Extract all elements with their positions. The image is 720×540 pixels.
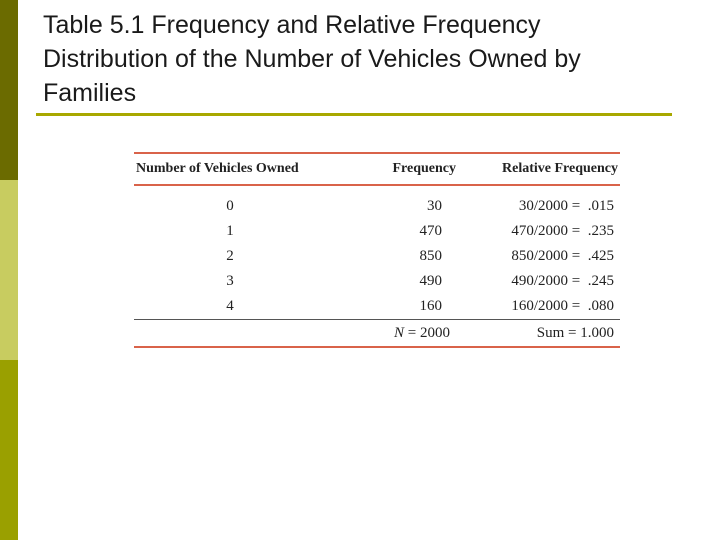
cell-frequency: 160 — [419, 298, 442, 314]
total-n-value: = 2000 — [404, 324, 450, 341]
title-line-1: Table 5.1 Frequency and Relative Frequency — [43, 11, 541, 39]
title-line-2: Distribution of the Number of Vehicles Owned by — [43, 45, 581, 73]
table-row — [134, 185, 620, 219]
cell-relative-frequency: 850/2000 = .425 — [511, 248, 614, 264]
cell-vehicles: 2 — [226, 248, 234, 264]
cell-frequency: 490 — [419, 273, 442, 289]
accent-bar-middle — [0, 180, 18, 360]
cell-relative-frequency: 490/2000 = .245 — [511, 273, 614, 289]
cell-frequency: 470 — [419, 223, 442, 239]
column-header-vehicles: Number of Vehicles Owned — [134, 153, 326, 185]
cell-relative-frequency: 160/2000 = .080 — [511, 298, 614, 314]
left-accent-bar — [0, 0, 18, 540]
table-row — [134, 219, 620, 244]
table-row — [134, 269, 620, 294]
title-line-3: Families — [43, 79, 137, 107]
footer-total — [326, 320, 478, 348]
column-header-relative-frequency: Relative Frequency — [478, 153, 620, 185]
footer-empty-cell — [134, 320, 326, 348]
frequency-table — [134, 152, 620, 348]
cell-frequency: 850 — [419, 248, 442, 264]
total-n-label: N — [394, 324, 405, 341]
frequency-table-container — [134, 152, 620, 348]
cell-frequency: 30 — [427, 198, 442, 214]
cell-relative-frequency: 470/2000 = .235 — [511, 223, 614, 239]
cell-vehicles: 4 — [226, 298, 234, 314]
cell-relative-frequency: 30/2000 = .015 — [518, 198, 614, 214]
cell-vehicles: 0 — [226, 198, 234, 214]
table-header-row — [134, 153, 620, 185]
table-row — [134, 294, 620, 320]
cell-vehicles: 3 — [226, 273, 234, 289]
accent-bar-bottom — [0, 360, 18, 540]
table-footer-row — [134, 320, 620, 348]
title-underline — [36, 113, 672, 116]
table-row — [134, 244, 620, 269]
column-header-frequency: Frequency — [326, 153, 478, 185]
slide-title — [43, 8, 683, 110]
footer-sum: Sum = 1.000 — [478, 320, 620, 348]
cell-vehicles: 1 — [226, 223, 234, 239]
accent-bar-top — [0, 0, 18, 180]
